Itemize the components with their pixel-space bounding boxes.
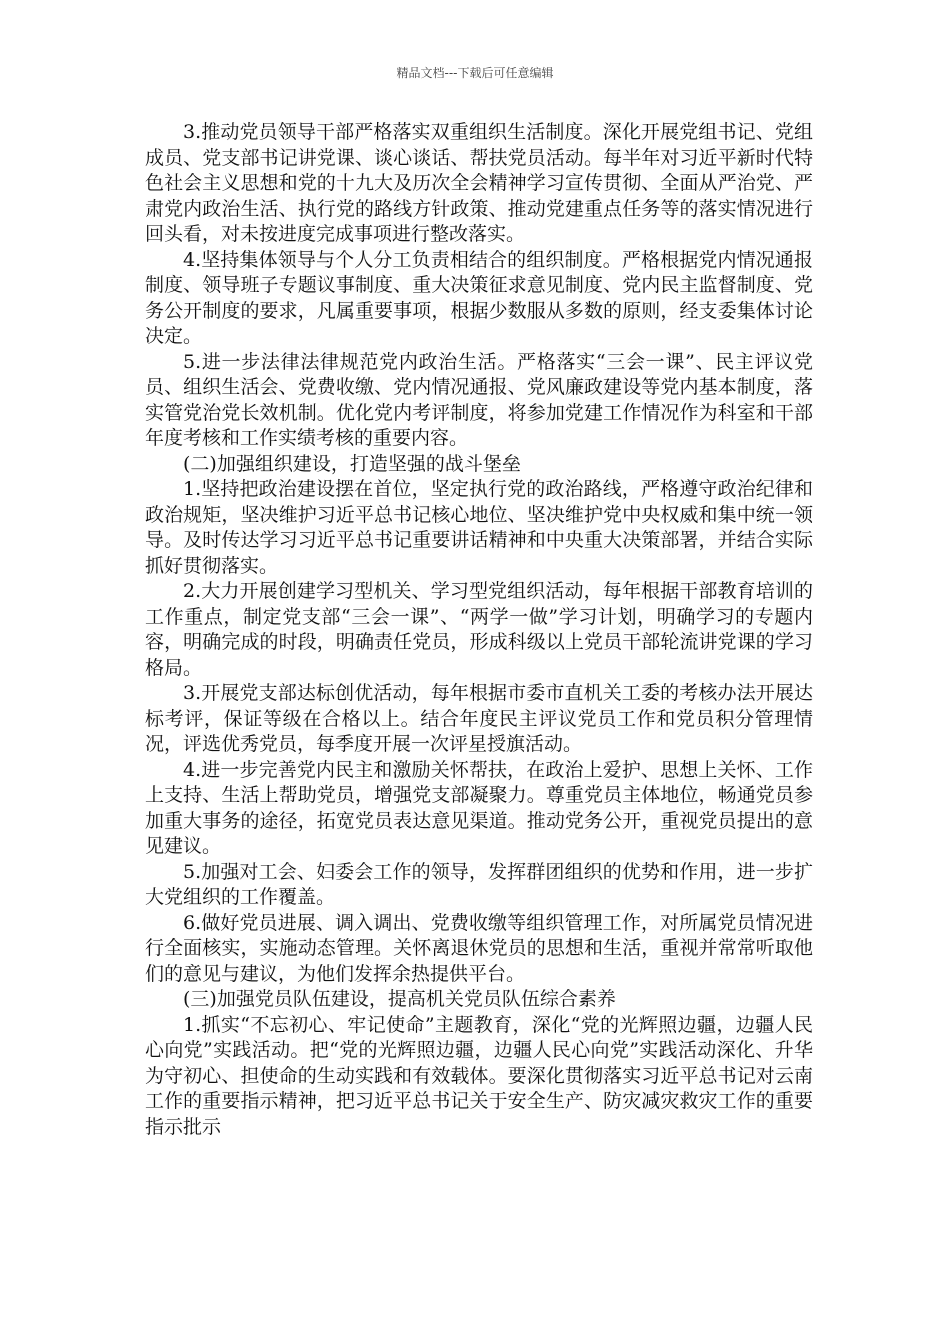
paragraph: 4.坚持集体领导与个人分工负责相结合的组织制度。严格根据党内情况通报制度、领导班子专题议事制度、重大决策征求意见制度、党内民主监督制度、党务公开制度的要求，凡属重要事项，根据少数服从多数的原则，经支委集体讨论决定。 (145, 248, 813, 347)
paragraph: 3.开展党支部达标创优活动，每年根据市委市直机关工委的考核办法开展达标考评，保证等级在合格以上。结合年度民主评议党员工作和党员积分管理情况，评选优秀党员，每季度开展一次评星授旗活动。 (145, 682, 813, 755)
paragraph: 5.加强对工会、妇委会工作的领导，发挥群团组织的优势和作用，进一步扩大党组织的工作覆盖。 (145, 860, 813, 908)
section-heading: (三)加强党员队伍建设，提高机关党员队伍综合素养 (183, 988, 616, 1010)
paragraph: 1.坚持把政治建设摆在首位，坚定执行党的政治路线，严格遵守政治纪律和政治规矩，坚决维护习近平总书记核心地位、坚决维护党中央权威和集中统一领导。及时传达学习习近平总书记重要讲话精神和中央重大决策部署，并结合实际抓好贯彻落实。 (145, 478, 813, 577)
document-body (145, 120, 813, 1140)
paragraph: 4.进一步完善党内民主和激励关怀帮扶，在政治上爱护、思想上关怀、工作上支持、生活上帮助党员，增强党支部凝聚力。尊重党员主体地位，畅通党员参加重大事务的途径，拓宽党员表达意见渠道。推动党务公开，重视党员提出的意见建议。 (145, 758, 813, 857)
paragraph: 2.大力开展创建学习型机关、学习型党组织活动，每年根据干部教育培训的工作重点，制定党支部“三会一课”、“两学一做”学习计划，明确学习的专题内容，明确完成的时段，明确责任党员，形成科级以上党员干部轮流讲党课的学习格局。 (145, 580, 813, 679)
page-header: 精品文档---下载后可任意编辑 (396, 66, 554, 80)
paragraph: 6.做好党员进展、调入调出、党费收缴等组织管理工作，对所属党员情况进行全面核实，实施动态管理。关怀离退休党员的思想和生活，重视并常常听取他们的意见与建议，为他们发挥余热提供平台。 (145, 911, 813, 985)
paragraph: 1.抓实“不忘初心、牢记使命”主题教育，深化“党的光辉照边疆，边疆人民心向党”实践活动。把“党的光辉照边疆，边疆人民心向党”实践活动深化、升华为守初心、担使命的生动实践和有效载体。要深化贯彻落实习近平总书记对云南工作的重要指示精神，把习近平总书记关于安全生产、防灾减灾救灾工作的重要指示批示 (145, 1013, 813, 1138)
paragraph: 3.推动党员领导干部严格落实双重组织生活制度。深化开展党组书记、党组成员、党支部书记讲党课、谈心谈话、帮扶党员活动。每半年对习近平新时代特色社会主义思想和党的十九大及历次全会精神学习宣传贯彻、全面从严治党、严肃党内政治生活、执行党的路线方针政策、推动党建重点任务等的落实情况进行回头看，对未按进度完成事项进行整改落实。 (145, 121, 813, 245)
paragraph: 5.进一步法律法律规范党内政治生活。严格落实“三会一课”、民主评议党员、组织生活会、党费收缴、党内情况通报、党风廉政建设等党内基本制度，落实管党治党长效机制。优化党内考评制度，将参加党建工作情况作为科室和干部年度考核和工作实绩考核的重要内容。 (145, 350, 813, 449)
section-heading: (二)加强组织建设，打造坚强的战斗堡垒 (183, 452, 521, 475)
